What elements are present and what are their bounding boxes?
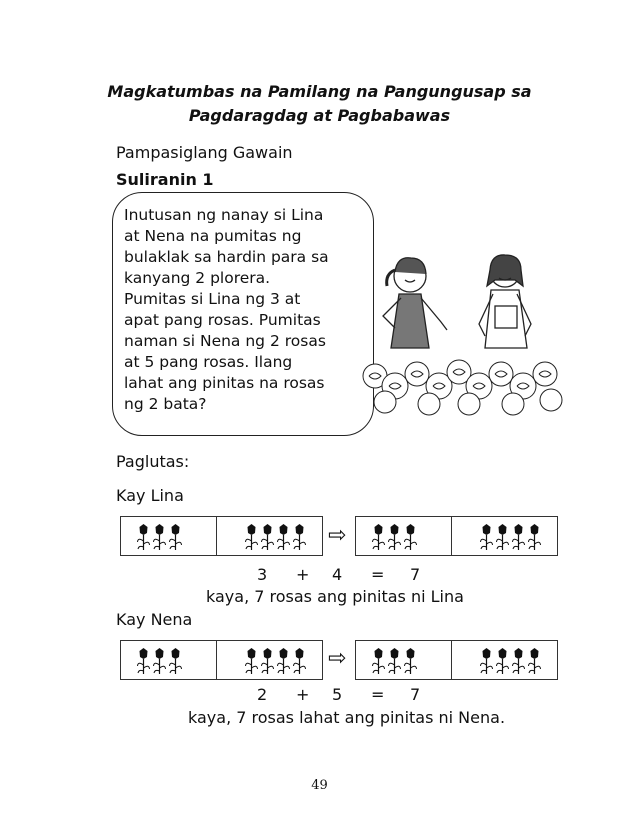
story-line: apat pang rosas. Pumitas bbox=[124, 311, 321, 329]
lina-plus-sign: + bbox=[296, 565, 310, 584]
story-line: at Nena na pumitas ng bbox=[124, 227, 302, 245]
tray-lina-after bbox=[355, 516, 558, 556]
lina-label: Kay Lina bbox=[116, 486, 184, 505]
tray-divider bbox=[216, 641, 217, 679]
rose-icon bbox=[480, 523, 493, 551]
nena-conclusion: kaya, 7 rosas lahat ang pinitas ni Nena. bbox=[188, 708, 506, 727]
lina-addend-b: 4 bbox=[332, 565, 343, 584]
rose-icon bbox=[404, 647, 417, 675]
tray-nena-after bbox=[355, 640, 558, 680]
page-number: 49 bbox=[311, 778, 328, 793]
nena-addend-b: 5 bbox=[332, 685, 343, 704]
arrow-right-icon: ⇨ bbox=[328, 523, 347, 548]
tray-nena-before bbox=[120, 640, 323, 680]
girls-picking-roses-illustration bbox=[355, 236, 565, 416]
rose-icon bbox=[528, 647, 541, 675]
page-title-line1: Magkatumbas na Pamilang na Pangungusap sa bbox=[107, 82, 532, 101]
rose-icon bbox=[137, 523, 150, 551]
story-line: lahat ang pinitas na rosas bbox=[124, 374, 325, 392]
lina-conclusion: kaya, 7 rosas ang pinitas ni Lina bbox=[206, 587, 464, 606]
rose-icon bbox=[496, 647, 509, 675]
rose-icon bbox=[528, 523, 541, 551]
story-line: Pumitas si Lina ng 3 at bbox=[124, 290, 301, 308]
story-line: bulaklak sa hardin para sa bbox=[124, 248, 329, 266]
story-line: kanyang 2 plorera. bbox=[124, 269, 271, 287]
solution-label: Paglutas: bbox=[116, 452, 190, 471]
section-heading: Pampasiglang Gawain bbox=[116, 143, 293, 162]
nena-sum: 7 bbox=[410, 685, 421, 704]
lina-addend-a: 3 bbox=[257, 565, 268, 584]
rose-icon bbox=[261, 647, 274, 675]
rose-icon bbox=[372, 647, 385, 675]
page-title-line2: Pagdaragdag at Pagbabawas bbox=[188, 106, 451, 125]
nena-addend-a: 2 bbox=[257, 685, 268, 704]
rose-icon bbox=[480, 647, 493, 675]
rose-icon bbox=[277, 523, 290, 551]
rose-icon bbox=[512, 523, 525, 551]
story-line: ng 2 bata? bbox=[124, 395, 207, 413]
rose-icon bbox=[261, 523, 274, 551]
rose-icon bbox=[137, 647, 150, 675]
rose-icon bbox=[277, 647, 290, 675]
rose-icon bbox=[169, 523, 182, 551]
problem-label: Suliranin 1 bbox=[116, 170, 214, 189]
rose-icon bbox=[293, 647, 306, 675]
rose-icon bbox=[512, 647, 525, 675]
rose-icon bbox=[153, 647, 166, 675]
tray-divider bbox=[216, 517, 217, 555]
rose-icon bbox=[496, 523, 509, 551]
arrow-right-icon: ⇨ bbox=[328, 646, 347, 671]
story-text bbox=[124, 205, 329, 415]
rose-icon bbox=[404, 523, 417, 551]
rose-icon bbox=[169, 647, 182, 675]
rose-icon bbox=[153, 523, 166, 551]
rose-icon bbox=[372, 523, 385, 551]
story-line: Inutusan ng nanay si Lina bbox=[124, 206, 324, 224]
rose-icon bbox=[388, 647, 401, 675]
nena-equals-sign: = bbox=[371, 685, 385, 704]
rose-icon bbox=[245, 523, 258, 551]
rose-icon bbox=[388, 523, 401, 551]
story-line: naman si Nena ng 2 rosas bbox=[124, 332, 326, 350]
lina-equals-sign: = bbox=[371, 565, 385, 584]
tray-lina-before bbox=[120, 516, 323, 556]
nena-label: Kay Nena bbox=[116, 610, 193, 629]
tray-divider bbox=[451, 641, 452, 679]
lina-sum: 7 bbox=[410, 565, 421, 584]
rose-icon bbox=[245, 647, 258, 675]
nena-plus-sign: + bbox=[296, 685, 310, 704]
story-line: at 5 pang rosas. Ilang bbox=[124, 353, 293, 371]
tray-divider bbox=[451, 517, 452, 555]
rose-icon bbox=[293, 523, 306, 551]
